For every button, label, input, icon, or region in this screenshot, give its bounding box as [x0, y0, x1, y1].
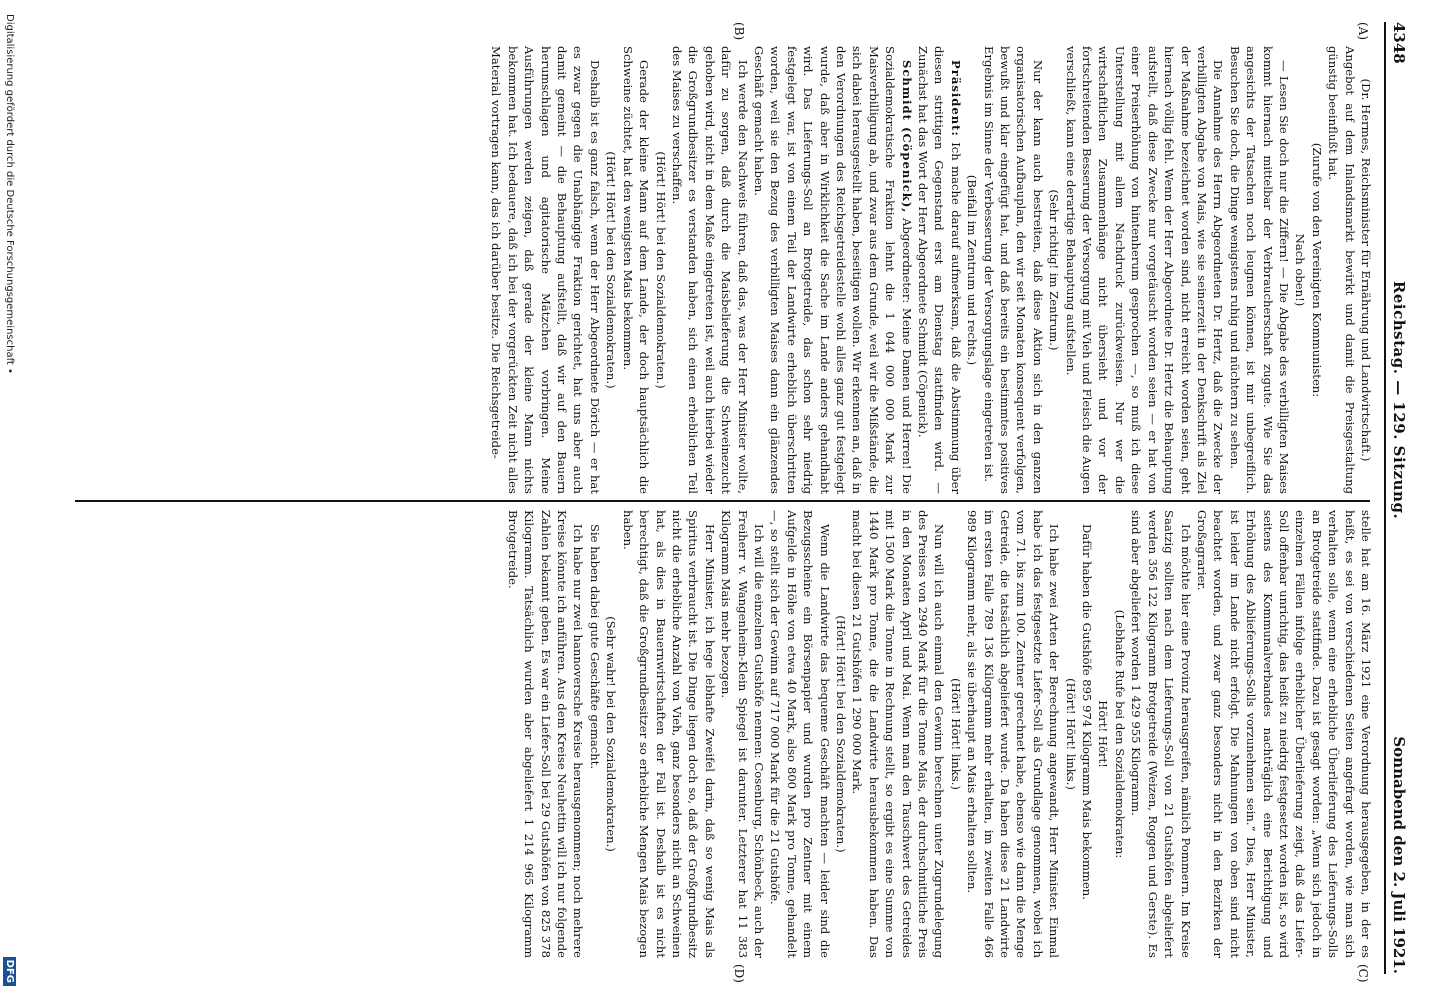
left-column — [69, 46, 1374, 494]
margin-mark-a: (A) — [1356, 22, 1370, 41]
interjection: (Sehr richtig! im Zentrum.) — [1047, 189, 1062, 351]
paragraph: Die Annahme des Herrn Abgeordneten Dr. Hertz, daß die Zwecke der verbilligten Abgabe von Mais, wie sie seinerzeit in der Denkschrift als Ziel der Maßnahme bezeichnet worden sind, nicht erreicht worden seien, geht hiernach völlig fehl. Wenn der Herr Abgeordnete Dr. Hertz die Behauptung aufstellt, daß diese Zwecke nur vorgetäuscht worden seien — er hat von einer Preiserhöhung von hintenherum gesprochen —, so muß ich diese Unterstellung mit allem Nachdruck zurückweisen. Nur wer die wirtschaftlichen Zusammenhänge nicht übersieht und vor der fortschreitenden Besserung der Versorgung mit Vieh und Fleisch die Augen verschließt, kann eine derartige Behauptung aufstellen. — [1063, 46, 1226, 494]
paragraph: Ich habe nur zwei hannoversche Kreise herausgenommen; noch mehrere Kreise könnte ich anführen. Aus dem Kreise Neuhettin will ich nur folgende Zahlen bekannt geben. Es war ein Liefer-Soll bei 29 Gutshöfen von 825 378 Kilogramm. Tatsächlich wurden aber abgeliefert 1 214 965 Kilogramm Brotgetreide. — [505, 510, 586, 958]
margin-mark-b: (B) — [732, 22, 746, 41]
interjection: (Zurufe von den Vereinigten Kommunisten: — [1309, 142, 1324, 398]
paragraph: Sie haben dabei gute Geschäfte gemacht. — [587, 524, 602, 770]
interjection: (Hört! Hört! bei den Sozialdemokraten.) — [653, 151, 668, 389]
margin-mark-d: (D) — [732, 964, 746, 983]
margin-mark-c: (C) — [1356, 964, 1370, 983]
interjection: Nach oben!) — [1293, 233, 1308, 307]
paragraph: Wenn die Landwirte das bequeme Geschäft machten — leider sind die Bezugsscheine ein Börsenpapier und wurden pro Zentner mit einem Aufgelde in Höhe von etwa 40 Mark, also 800 Mark pro Tonne, gehandelt —, so stellt sich der Gewinn auf 717 000 Mark für die 21 Gutshöfe. — [768, 510, 832, 958]
paragraph: Angebot auf dem Inlandsmarkt bewirkt und damit die Preisgestaltung günstig beeinflußt hat. — [1326, 46, 1357, 494]
interjection: (Sehr wahr! bei den Sozialdemokraten.) — [604, 616, 619, 852]
dfg-logo: DFG — [4, 957, 17, 986]
paragraph: Dafür haben die Gutshöfe 895 974 Kilogramm Mais bekommen. — [1080, 524, 1095, 900]
paragraph: Deshalb ist es ganz falsch, wenn der Herr Abgeordnete Dörich — er hat es zwar gegen die Unabhängige Fraktion gerichtet, hat uns aber auch damit gemeint — die Behauptung aufstellt, daß wir auf den Bauern herumschlagen und agitatorische Mätzchen vorbringen. Meine Ausführungen werden zeigen, daß gerade der kleine Mann nichts bekommen hat. Ich bedauere, daß ich bei der vorgerückten Zeit nicht alles Material vortragen kann, das ich darüber besitze. Die Reichsgetreide- — [489, 46, 602, 494]
paragraph: — Lesen Sie doch nur die Ziffern! — Die Abgabe des verbilligten Maises kommt hiernach mittelbar der Verbraucherschaft zugute. Wie Sie das angesichts der Tatsachen noch leugnen können, ist mir unbegreiflich. Besuchen Sie doch, die Dinge wenigstens ruhig und nüchtern zu sehen. — [1227, 46, 1291, 494]
paragraph-text: Ich mache darauf aufmerksam, daß die Abstimmung über diesen strittigen Gegenstand erst am Dienstag stattfinden wird. — Zunächst hat das Wort der Herr Abgeordnete Schmidt (Cöpenick). — [916, 46, 963, 494]
paragraph-text: Abgeordneter: Meine Damen und Herren! Die Sozialdemokratische Fraktion lehnt die 1 044 000 000 Mark zur Maisverbilligung ab, und zwar aus dem Grunde, weil wir die Mißstände, die sich dabei herausgestellt haben, beseitigen wollen. Wir erkennen an, daß in den Verordnungen des Reichsgetreidestelle wohl alles ganz gut festgelegt wurde, daß aber in Wirklichkeit die Sache im Lande anders gehandhabt wird. Das Lieferungs-Soll an Brotgetreide, das schon sehr niedrig festgelegt war, ist von einem Teil der Landwirte erheblich überschritten worden, weil sie den Bezug des verbilligten Maises dann ein glänzendes Geschäft gemacht haben. — [751, 46, 914, 494]
paragraph: Gerade der kleine Mann auf dem Lande, der doch hauptsächlich die Schweine züchtet, hat den wenigsten Mais bekommen. — [620, 46, 652, 494]
paragraph: Nun will ich auch einmal den Gewinn berechnen unter Zugrundelegung des Preises von 2940 Mark für die Tonne Mais, der durchschnittliche Preis in den Monaten April und Mai. Wenn man den Tauschwert des Getreides mit 1500 Mark die Tonne in Rechnung stellt, so ergibt es eine Summe von 1440 Mark pro Tonne, die die Landwirte herausbekommen haben. Das macht bei diesen 21 Gutshöfen 1 290 000 Mark. — [850, 510, 947, 958]
interjection: Hört! Hört! — [1096, 700, 1111, 768]
speaker-attribution: (Dr. Hermes, Reichsminister für Ernährung und Landwirtschaft.) — [1359, 78, 1373, 462]
interjection: (Hört! Hört! bei den Sozialdemokraten.) — [834, 615, 848, 853]
interjection: (Beifall im Zentrum und rechts.) — [965, 174, 980, 366]
interjection: (Lebhafte Rufe bei den Sozialdemokraten: — [1112, 609, 1127, 859]
paragraph: stelle hat am 16. März 1921 eine Verordnung herausgegeben, in der es heißt, es sei von verschiedenen Seiten angefragt worden, wie man sich verhalten solle, wenn eine erhebliche Überlieferung des Lieferungs-Solls an Brotgetreide stattfinde. Dazu ist gesagt worden: „Wenn sich jedoch in einzelnen Fällen infolge erheblicher Überlieferung zeigt, daß das Liefer-Soll offenbar unrichtig, das heißt zu niedrig festgesetzt worden ist, so wird seitens des Kommunalverbandes nachträglich eine Berichtigung und Erhöhung des Ablieferungs-Solls vorzunehmen sein.“ Dies, Herr Minister, ist leider im Lande nicht erfolgt. Die Mahnungen von oben sind nicht beachtet worden, und zwar ganz besonders nicht in den Bezirken der Großagrarier. — [1194, 510, 1373, 958]
page-date: Sonnabend den 2. Juli 1921. — [1390, 736, 1408, 974]
paragraph: Ich werde den Nachweis führen, daß das, was der Herr Minister wollte, dafür zu sorgen, daß durch die Maisbelieferung die Schweinezucht gehoben wird, nicht in dem Maße eingetreten ist, weil auch hierbei wieder die Großgrundbesitzer es verstanden haben, sich einen erheblichen Teil des Maises zu verschaffen. — [669, 46, 750, 494]
paragraph: Ich habe zwei Arten der Berechnung angewandt, Herr Minister. Einmal habe ich das festgesetzte Liefer-Soll als Grundlage genommen, wobei ich vom 71. bis zum 100. Zentner gerechnet habe, ebenso wie dann die Menge Getreide, die tatsächlich abgeliefert wurde. Da haben diese 21 Landwirte im ersten Falle 789 136 Kilogramm mehr erhalten, im zweiten Falle 466 989 Kilogramm mehr, als sie überhaupt an Mais erhalten sollten. — [965, 510, 1062, 958]
interjection: (Hört! Hört! bei den Sozialdemokraten.) — [604, 151, 619, 389]
column-divider — [75, 500, 1370, 502]
paragraph — [915, 46, 964, 494]
interjection: (Hört! Hört! links.) — [948, 678, 963, 790]
paragraph: Ich möchte hier eine Provinz herausgreifen, nämlich Pommern. Im Kreise Saatzig sollten nach dem Lieferungs-Soll von 21 Gutshöfen abgeliefert werden 356 122 Kilogramm Brotgetreide (Weizen, Roggen und Gerste). Es sind aber abgeliefert worden 1 429 955 Kilogramm. — [1129, 510, 1193, 958]
page-title: Reichstag. — 129. Sitzung. — [1390, 280, 1408, 520]
page-number: 4348 — [1390, 22, 1408, 64]
paragraph: Herr Minister, ich hege lebhafte Zweifel darin, daß so wenig Mais als Spiritus verbraucht ist. Die Dinge liegen doch so, daß der Großgrundbesitz nicht die erhebliche Anzahl von Vieh, ganz besonders nicht an Schweinen hat, als dies in Bauernwirtschaften der Fall ist. Deshalb ist es nicht berechtigt, daß die Großgrundbesitzer so erhebliche Mengen Mais bezogen haben. — [620, 510, 717, 958]
speaker-name: Präsident: — [948, 60, 963, 137]
page-header — [1384, 22, 1412, 974]
paragraph: Ich will die einzelnen Gutshöfe nennen: Cosenburg, Schönbeck, auch der Freiherr v. Wangenheim-Klein Spiegel ist darunter. Letzterer hat 11 383 Kilogramm Mais mehr bezogen. — [719, 510, 766, 958]
digitization-footer — [0, 0, 20, 1000]
paragraph: Nur der kann auch bestreiten, daß diese Aktion sich in den ganzen organisatorischen Aufbauplan, den wir seit Monaten konsequent verfolgen, bewußt und klar eingefügt hat, und daß bereits ein bestimmtes positives Ergebnis im Sinne der Verbesserung der Versorgungslage eingetreten ist. — [981, 46, 1045, 494]
speaker-name: Schmidt (Cöpenick), — [899, 60, 914, 214]
right-column — [69, 510, 1374, 958]
funding-credit: Digitalisierung gefördert durch die Deutsche Forschungsgemeinschaft • — [4, 14, 16, 374]
paragraph — [751, 46, 915, 494]
interjection: (Hört! Hört! links.) — [1063, 678, 1078, 790]
